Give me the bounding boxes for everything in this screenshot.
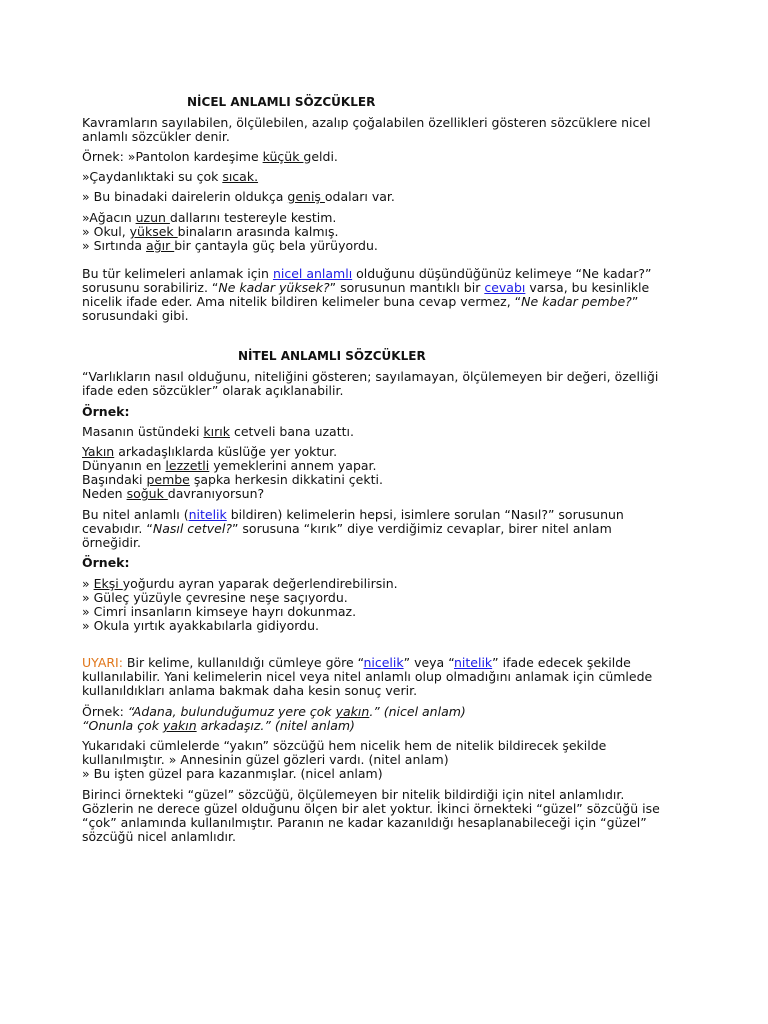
line bbox=[82, 705, 682, 719]
nicel-example-list bbox=[82, 211, 682, 253]
text: » Okul, bbox=[82, 224, 130, 239]
text: ” veya “ bbox=[403, 655, 454, 670]
text: Örnek: »Pantolon kardeşime bbox=[82, 149, 263, 164]
underlined-word: küçük bbox=[262, 149, 304, 164]
line: örneğidir. bbox=[82, 535, 141, 550]
nitel-example-1 bbox=[82, 425, 682, 439]
nicelik-link[interactable]: nicelik bbox=[363, 655, 404, 670]
line: Birinci örnekteki “güzel” sözcüğü, ölçülemeyen bir nitelik bildirdiği için nitel anlamlıdır. bbox=[82, 787, 625, 802]
text: Başındaki bbox=[82, 472, 147, 487]
underlined-word: yakın bbox=[335, 704, 370, 719]
list-item bbox=[82, 445, 682, 459]
nicel-example-3 bbox=[82, 190, 682, 204]
text: Bu tür kelimeleri anlamak için bbox=[82, 266, 273, 281]
text: »Çaydanlıktaki su çok bbox=[82, 169, 223, 184]
text: yoğurdu ayran yaparak değerlendirebilirsin. bbox=[122, 576, 398, 591]
uyari-block bbox=[82, 656, 682, 698]
nitel-example-list-2 bbox=[82, 577, 682, 633]
underlined-word: Ekşi bbox=[93, 576, 123, 591]
nitelik-link[interactable]: nitelik bbox=[188, 507, 227, 522]
nitelik-link-2[interactable]: nitelik bbox=[454, 655, 493, 670]
list-item: » Okula yırtık ayakkabılarla gidiyordu. bbox=[82, 618, 319, 633]
italic-text: .” (nicel anlam) bbox=[369, 704, 466, 719]
line bbox=[82, 719, 682, 733]
nicel-title: NİCEL ANLAMLI SÖZCÜKLER bbox=[187, 95, 376, 109]
line: kullanıldıkları anlama bakmak daha kesin sonuç verir. bbox=[82, 683, 418, 698]
text: dallarını testereyle kestim. bbox=[169, 210, 337, 225]
italic-text: Nasıl cetvel? bbox=[152, 521, 232, 536]
nicel-example-1 bbox=[82, 150, 682, 164]
nitel-def-line2: ifade eden sözcükler” olarak açıklanabilir. bbox=[82, 383, 344, 398]
list-item bbox=[82, 211, 682, 225]
underlined-word: geniş bbox=[287, 189, 325, 204]
line bbox=[82, 281, 682, 295]
text: şapka herkesin dikkatini çekti. bbox=[189, 472, 383, 487]
nitel-def-line1: “Varlıkların nasıl olduğunu, niteliğini gösteren; sayılamayan, ölçülemeyen bir değeri, özelliği bbox=[82, 369, 659, 384]
text: cevabıdır. “ bbox=[82, 521, 153, 536]
line: » Bu işten güzel para kazanmışlar. (nicel anlam) bbox=[82, 766, 383, 781]
line: kullanılabilir. Yani kelimelerin nicel veya nitel anlamlı olup olmadığını anlamak için cümlede bbox=[82, 669, 653, 684]
underlined-word: Yakın bbox=[82, 444, 115, 459]
list-item bbox=[82, 239, 682, 253]
underlined-word: pembe bbox=[146, 472, 190, 487]
italic-text: “Adana, bulunduğumuz yere çok bbox=[127, 704, 336, 719]
text: Örnek: bbox=[82, 704, 128, 719]
nicel-def-line1: Kavramların sayılabilen, ölçülebilen, azalıp çoğalabilen özellikleri gösteren sözcüklere nicel bbox=[82, 115, 651, 130]
line: Gözlerin ne derece güzel olduğunu ölçen bir alet yoktur. İkinci örnekteki “güzel” sözcüğü ise bbox=[82, 801, 660, 816]
nicel-explanation bbox=[82, 267, 682, 323]
underlined-word: yüksek bbox=[129, 224, 178, 239]
text: bir çantayla güç bela yürüyordu. bbox=[174, 238, 378, 253]
line: sorusundaki gibi. bbox=[82, 308, 189, 323]
line: Yukarıdaki cümlelerde “yakın” sözcüğü hem nicelik hem de nitelik bildirecek şekilde bbox=[82, 738, 607, 753]
line bbox=[82, 522, 682, 536]
underlined-word: yakın bbox=[162, 718, 197, 733]
text: cetveli bana uzattı. bbox=[229, 424, 354, 439]
yukaridaki-paragraph bbox=[82, 739, 682, 781]
line bbox=[82, 295, 682, 309]
nitel-explanation bbox=[82, 508, 682, 550]
underlined-word: soğuk bbox=[126, 486, 168, 501]
text: » bbox=[82, 576, 94, 591]
text: » Bu binadaki dairelerin oldukça bbox=[82, 189, 288, 204]
cevabi-link[interactable]: cevabı bbox=[484, 280, 526, 295]
list-item bbox=[82, 225, 682, 239]
italic-text: Ne kadar pembe? bbox=[521, 294, 632, 309]
italic-text: Ne kadar yüksek? bbox=[218, 280, 330, 295]
text: ” sorusunun mantıklı bir bbox=[329, 280, 485, 295]
text: sorusunu sorabiliriz. “ bbox=[82, 280, 219, 295]
text: ” sorusuna “kırık” diye verdiğimiz cevaplar, birer nitel anlam bbox=[231, 521, 612, 536]
nicel-example-2 bbox=[82, 170, 682, 184]
list-item bbox=[82, 473, 682, 487]
line: kullanılmıştır. » Annesinin güzel gözleri vardı. (nitel anlam) bbox=[82, 752, 449, 767]
text: Neden bbox=[82, 486, 127, 501]
list-item: » Cimri insanların kimseye hayrı dokunmaz. bbox=[82, 604, 357, 619]
text: odaları var. bbox=[324, 189, 395, 204]
italic-text: “Onunla çok bbox=[82, 718, 163, 733]
text: davranıyorsun? bbox=[167, 486, 265, 501]
text: bildiren) kelimelerin hepsi, isimlere sorulan “Nasıl?” sorusunun bbox=[226, 507, 624, 522]
underlined-word: uzun bbox=[135, 210, 170, 225]
nitel-example-list bbox=[82, 445, 682, 501]
text: geldi. bbox=[303, 149, 338, 164]
text: Bir kelime, kullanıldığı cümleye göre “ bbox=[122, 655, 364, 670]
list-item bbox=[82, 577, 682, 591]
uyari-examples bbox=[82, 705, 682, 733]
nitel-ornek-heading-2: Örnek: bbox=[82, 555, 130, 570]
text: olduğunu düşündüğünüz kelimeye “Ne kadar?” bbox=[352, 266, 652, 281]
text: varsa, bu kesinlikle bbox=[525, 280, 650, 295]
text: Masanın üstündeki bbox=[82, 424, 204, 439]
line: “çok” anlamında kullanılmıştır. Paranın ne kadar kazanıldığı hesaplanabileceği için “güzel” bbox=[82, 815, 647, 830]
text: ” bbox=[631, 294, 639, 309]
nitel-ornek-heading: Örnek: bbox=[82, 404, 130, 419]
list-item bbox=[82, 459, 682, 473]
text: nicelik ifade eder. Ama nitelik bildiren kelimeler buna cevap vermez, “ bbox=[82, 294, 522, 309]
nicel-def-line2: anlamlı sözcükler denir. bbox=[82, 129, 230, 144]
line: sözcüğü nicel anlamlıdır. bbox=[82, 829, 236, 844]
line bbox=[82, 267, 682, 281]
text: »Ağacın bbox=[82, 210, 136, 225]
text: » Sırtında bbox=[82, 238, 147, 253]
uyari-label: UYARI: bbox=[82, 655, 123, 670]
nitel-definition bbox=[82, 370, 682, 398]
nicel-definition bbox=[82, 116, 682, 144]
line bbox=[82, 656, 682, 670]
list-item bbox=[82, 487, 682, 501]
underlined-word: lezzetli bbox=[165, 458, 210, 473]
text: Dünyanın en bbox=[82, 458, 166, 473]
text: binaların arasında kalmış. bbox=[177, 224, 339, 239]
nicel-anlamli-link[interactable]: nicel anlamlı bbox=[272, 266, 353, 281]
nitel-title: NİTEL ANLAMLI SÖZCÜKLER bbox=[238, 349, 426, 363]
text: arkadaşlıklarda küslüğe yer yoktur. bbox=[114, 444, 338, 459]
list-item: » Güleç yüzüyle çevresine neşe saçıyordu. bbox=[82, 590, 348, 605]
text: yemeklerini annem yapar. bbox=[209, 458, 377, 473]
text: ” ifade edecek şekilde bbox=[492, 655, 631, 670]
line bbox=[82, 508, 682, 522]
italic-text: arkadaşız.” (nitel anlam) bbox=[196, 718, 355, 733]
text: Bu nitel anlamlı ( bbox=[82, 507, 189, 522]
underlined-word: ağır bbox=[146, 238, 175, 253]
birinci-paragraph bbox=[82, 788, 682, 844]
underlined-word: sıcak. bbox=[222, 169, 259, 184]
underlined-word: kırık bbox=[203, 424, 230, 439]
